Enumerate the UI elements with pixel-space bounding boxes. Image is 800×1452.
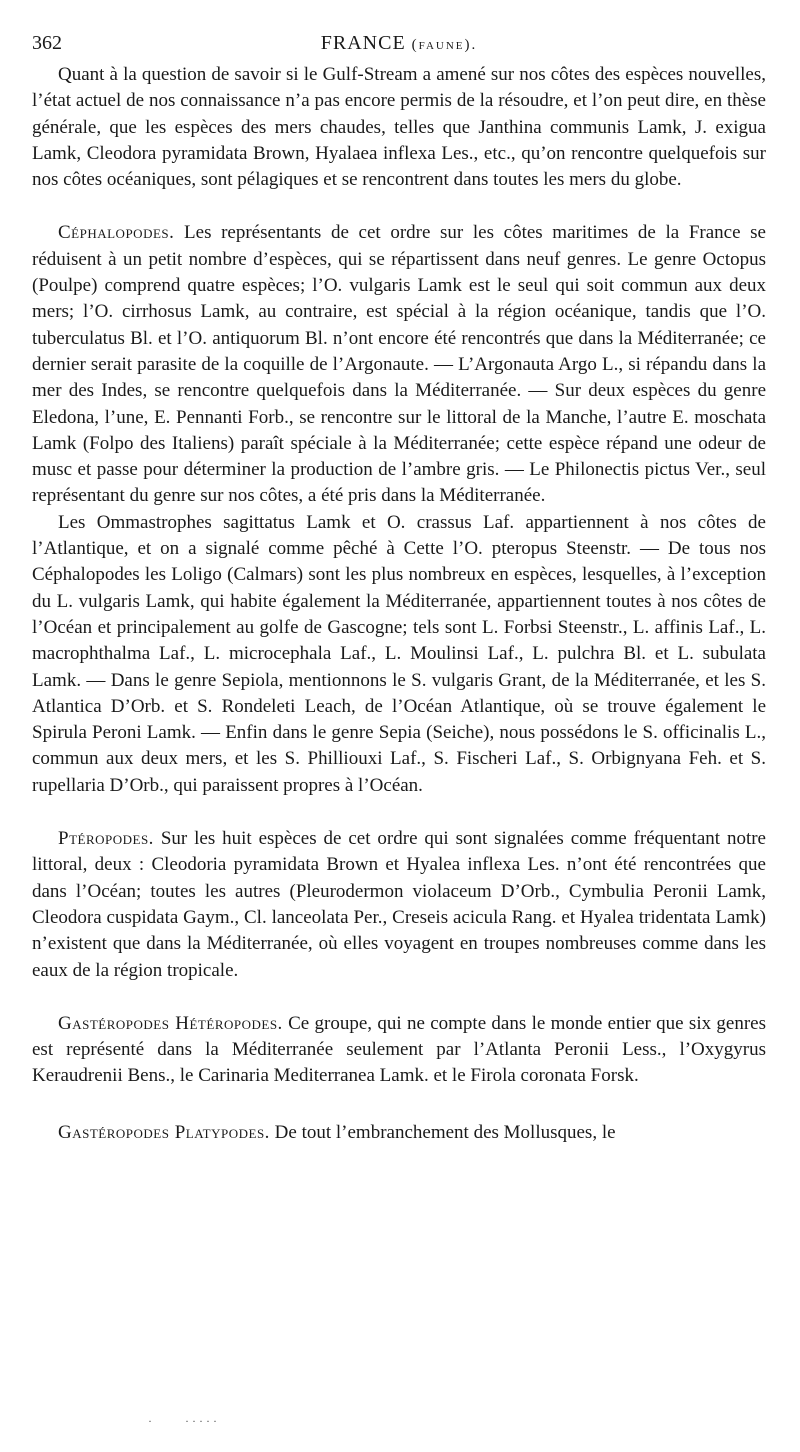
paragraph-text: Les Ommastrophes sagittatus Lamk et O. crassus Laf. appartiennent à nos côtes de l’Atlantique, et on a signalé comme pêché à Cette l’O. pteropus Steenstr. — De tous nos Céphalopodes les Loligo (Calmars) sont les plus nombreux en espèces, lesquelles, à l’exception du L. vulgaris Lamk, qui habite également la Méditerranée, appartiennent toutes à nos côtes de l’Océan et principalement au golfe de Gascogne; tels sont L. Forbsi Steenstr., L. affinis Laf., L. macrophthalma Laf., L. microcephala Laf., L. Moulinsi Laf., L. pulchra Bl. et L. subulata Lamk. — Dans le genre Sepiola, mentionnons le S. vulgaris Grant, de la Méditerranée, et les S. Atlantica D’Orb. et S. Rondeleti Leach, de l’Océan Atlantique, où se trouve également le Spirula Peroni Lamk. — Enfin dans le genre Sepia (Seiche), nous possédons le S. officinalis L., commun aux deux mers, et les S. Philliouxi Laf., S. Fischeri Laf., S. Orbignyana Feh. et S. rupellaria D’Orb., qui paraissent propres à l’Océan. (32, 511, 766, 796)
paragraph-ommastrephes (32, 510, 766, 799)
paragraph-text: Quant à la question de savoir si le Gulf-Stream a amené sur nos côtes des espèces nouvelles, l’état actuel de nos connaissance n’a pas encore permis de la résoudre, et l’on peut dire, en thèse générale, que les espèces des mers chaudes, telles que Janthina communis Lamk, J. exigua Lamk, Cleodora pyramidata Brown, Hyalaea inflexa Les., etc., qu’on rencontre quelquefois sur nos côtes océaniques, sont pélagiques et se rencontrent dans toutes les mers du globe. (32, 64, 766, 191)
running-title-main: FRANCE (320, 32, 406, 54)
page-header (32, 30, 766, 60)
paragraph-cephalopodes (32, 220, 766, 509)
print-mark: · ····· (148, 1414, 220, 1428)
paragraph-gulf-stream (32, 62, 766, 193)
paragraph-heteropodes (32, 1011, 766, 1090)
paragraph-text: De tout l’embranchement des Mollusques, le (274, 1121, 616, 1143)
paragraph-pteropodes (32, 826, 766, 984)
running-title-sub: (faune). (411, 37, 478, 53)
section-heading-heteropodes: Gastéropodes Hétéropodes. (58, 1012, 283, 1034)
section-heading-platypodes: Gastéropodes Platypodes. (58, 1121, 270, 1143)
section-heading-cephalopodes: Céphalopodes. (58, 222, 175, 244)
paragraph-platypodes (32, 1120, 766, 1146)
section-heading-pteropodes: Ptéropodes. (58, 828, 154, 850)
document-page (32, 30, 766, 1146)
page-number: 362 (32, 32, 62, 54)
paragraph-text: Ce groupe, qui ne compte dans le monde entier que six genres est représenté dans la Méditerranée seulement par l’Atlanta Peronii Less., l’Oxygyrus Keraudrenii Bens., le Carinaria Mediterranea Lamk. et le Firola coronata Forsk. (32, 1012, 766, 1087)
paragraph-text: Les représentants de cet ordre sur les côtes maritimes de la France se réduisent à un petit nombre d’espèces, qui se répartissent dans neuf genres. Le genre Octopus (Poulpe) comprend quatre espèces; l’O. vulgaris Lamk est le seul qui soit commun aux deux mers; l’O. cirrhosus Lamk, au contraire, est spécial à la région océanique, tandis que l’O. tuberculatus Bl. et l’O. antiquorum Bl. n’ont encore été rencontrés que dans la Méditerranée; ce dernier serait parasite de la coquille de l’Argonaute. — L’Argonauta Argo L., si répandu dans la mer des Indes, se rencontre quelquefois dans la Méditerranée. — Sur deux espèces du genre Eledona, l’une, E. Pennanti Forb., se rencontre sur le littoral de la Manche, l’autre E. moschata Lamk (Folpo des Italiens) paraît spéciale à la Méditerranée; cette espèce répand une odeur de musc et passe pour déterminer la production de l’ambre gris. — Le Philonectis pictus Ver., seul représentant du genre sur nos côtes, a été pris dans la Méditerranée. (32, 222, 766, 507)
paragraph-text: Sur les huit espèces de cet ordre qui sont signalées comme fréquentant notre littoral, deux : Cleodoria pyramidata Brown et Hyalea inflexa Les. n’ont été rencontrées que dans l’Océan; toutes les autres (Pleurodermon violaceum D’Orb., Cymbulia Peronii Lamk, Cleodora cuspidata Gaym., Cl. lanceolata Per., Creseis acicula Rang. et Hyalea tridentata Lamk) n’existent que dans la Méditerranée, où elles voyagent en troupes nombreuses comme dans les eaux de la région tropicale. (32, 828, 766, 981)
running-title (32, 30, 766, 58)
